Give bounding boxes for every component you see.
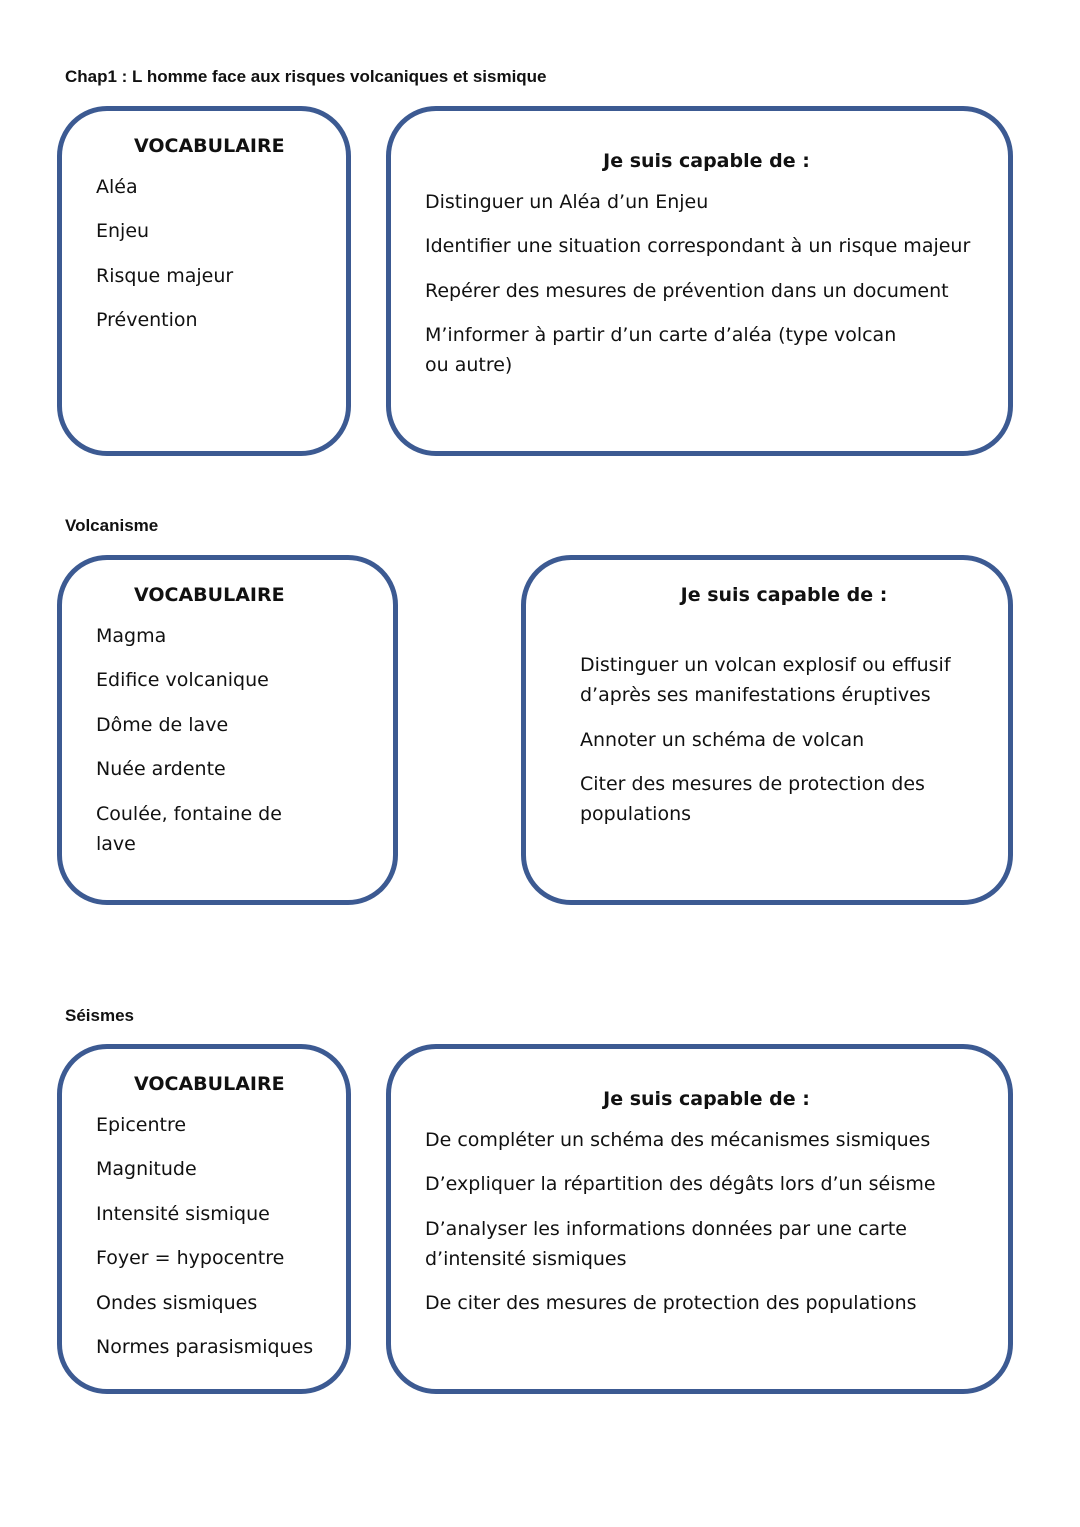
capability-item: Distinguer un Aléa d’un Enjeu [425,190,709,213]
vocabulary-item: Ondes sismiques [96,1291,258,1314]
section-title: Chap1 : L homme face aux risques volcaniques et sismique [65,67,547,86]
vocabulary-list [62,621,393,859]
capability-item: D’expliquer la répartition des dégâts lors d’un séisme [425,1173,936,1195]
section-title: Séismes [65,1006,134,1025]
capabilities-box [386,1044,1013,1394]
vocabulary-item: Edifice volcanique [96,669,269,691]
capabilities-box [521,555,1013,905]
capabilities-list [425,1125,988,1319]
capability-item: M’informer à partir d’un carte d’aléa (type volcan ou autre) [425,324,897,376]
vocabulary-item: Dôme de lave [96,713,229,736]
vocabulary-item: Epicentre [96,1113,187,1136]
vocabulary-box [57,106,351,456]
vocabulary-item: Intensité sismique [96,1202,270,1225]
vocabulary-item: Prévention [96,309,198,331]
capability-item: Annoter un schéma de volcan [580,728,865,751]
capabilities-title: Je suis capable de : [680,584,888,606]
vocabulary-title: VOCABULAIRE [134,135,285,157]
capabilities-box [386,106,1013,456]
vocabulary-title: VOCABULAIRE [134,1073,285,1095]
vocabulary-item: Risque majeur [96,264,234,287]
vocabulary-item: Magma [96,624,167,647]
vocabulary-item: Normes parasismiques [96,1336,314,1358]
capability-item: Repérer des mesures de prévention dans un document [425,279,949,302]
vocabulary-box [57,555,398,905]
capabilities-list [580,650,988,829]
vocabulary-item: Aléa [96,175,138,198]
capability-item: De compléter un schéma des mécanismes sismiques [425,1128,931,1151]
vocabulary-item: Enjeu [96,220,150,242]
capability-item: D’analyser les informations données par une carte d’intensité sismiques [425,1217,907,1270]
section-title: Volcanisme [65,516,159,535]
capability-item: Distinguer un volcan explosif ou effusif d’après ses manifestations éruptives [580,654,951,706]
capabilities-title: Je suis capable de : [603,1088,810,1110]
vocabulary-item: Magnitude [96,1158,197,1180]
vocabulary-list [62,172,346,336]
vocabulary-title: VOCABULAIRE [134,584,285,606]
vocabulary-item: Coulée, fontaine de lave [96,802,282,855]
capability-item: Citer des mesures de protection des populations [580,773,925,825]
vocabulary-box [57,1044,351,1394]
vocabulary-item: Nuée ardente [96,758,226,780]
vocabulary-list [62,1110,346,1363]
capability-item: De citer des mesures de protection des populations [425,1292,917,1314]
vocabulary-item: Foyer = hypocentre [96,1247,285,1269]
capabilities-title: Je suis capable de : [603,150,810,172]
capability-item: Identifier une situation correspondant à un risque majeur [425,235,971,257]
capabilities-list [425,187,988,381]
